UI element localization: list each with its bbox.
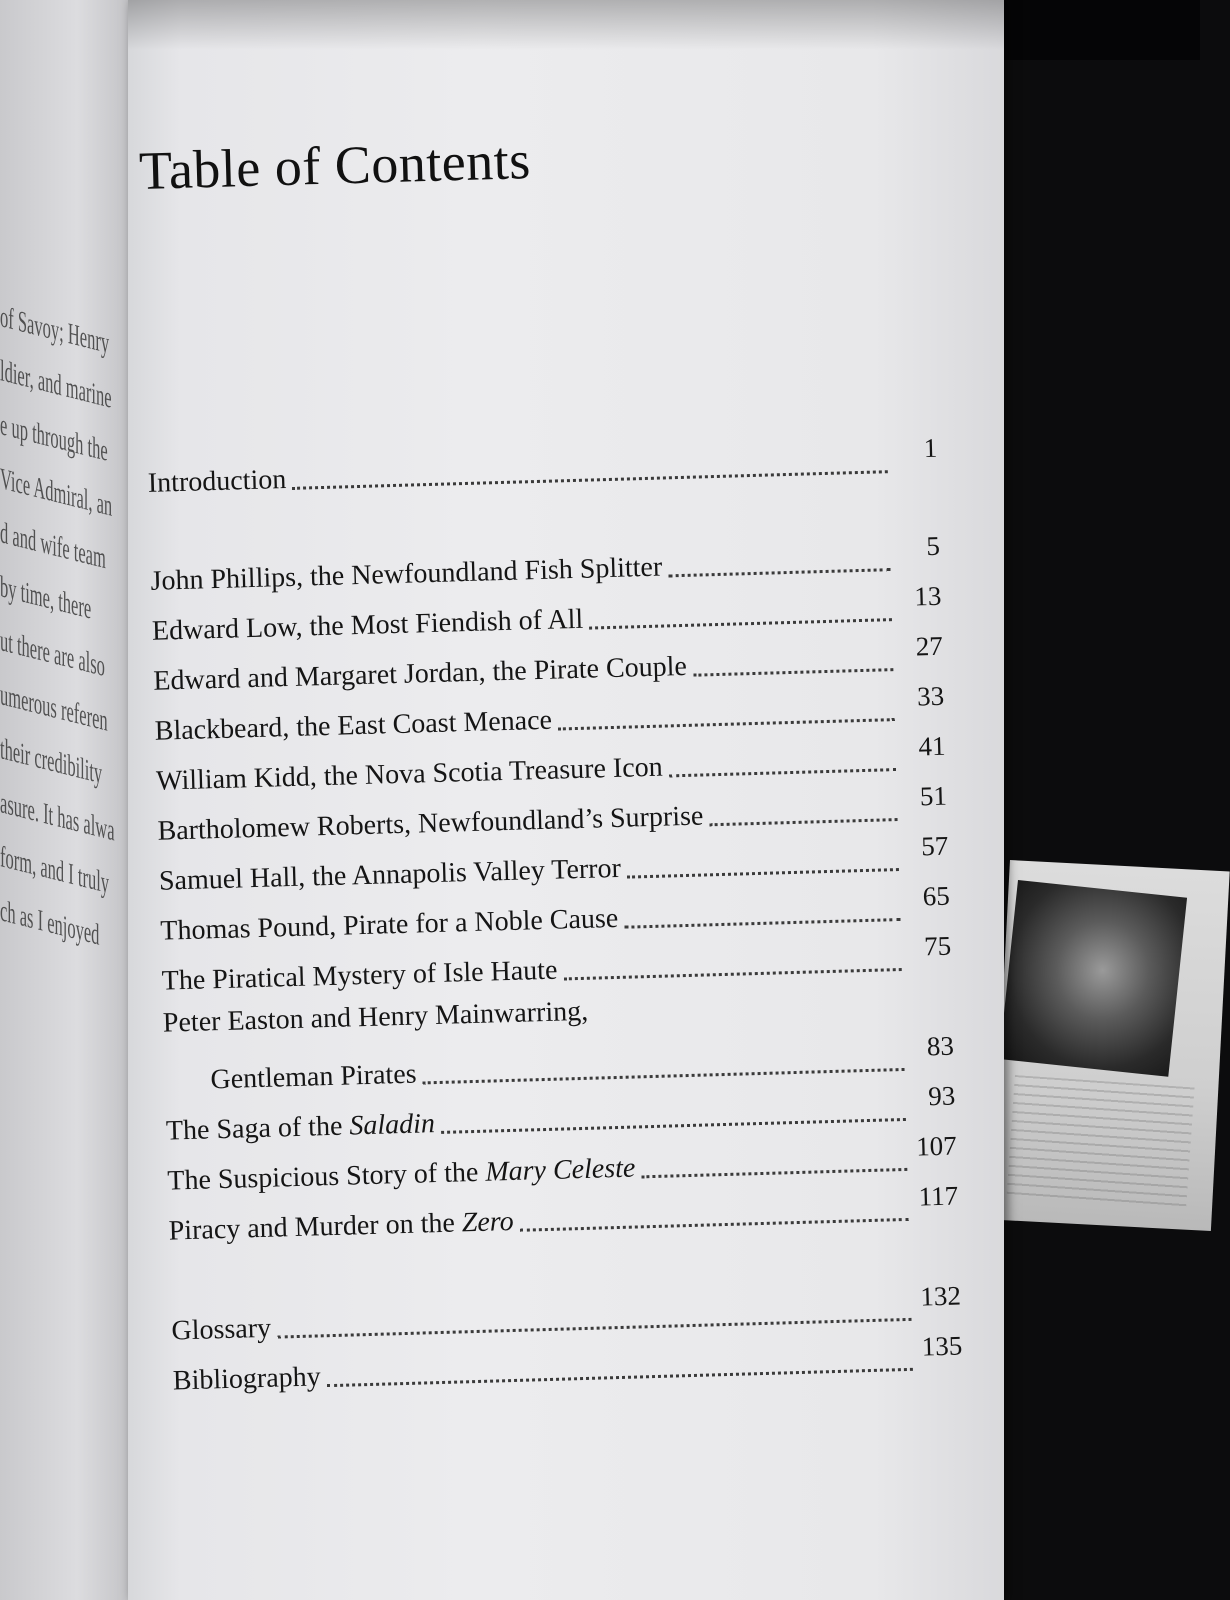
toc-entry-title-prefix: The Suspicious Story of the: [166, 1156, 486, 1197]
dot-leader: [423, 1067, 905, 1084]
toc-entry-title: Glossary: [171, 1312, 272, 1347]
toc-entry-page: 5: [926, 530, 941, 562]
toc-entry-title-italic: Saladin: [348, 1108, 436, 1142]
toc-entry-page: 135: [921, 1330, 963, 1362]
toc-entry-page: 27: [915, 630, 944, 662]
toc-entry-title-line2: Gentleman Pirates: [210, 1058, 417, 1096]
toc-entry-title: [167, 1153, 636, 1198]
toc-entry-title: Bibliography: [172, 1361, 322, 1397]
dot-leader: [520, 1217, 909, 1232]
dot-leader: [564, 967, 902, 980]
left-page-line: umerous referen: [0, 678, 108, 738]
toc-entry-title-prefix: Piracy and Murder on the: [168, 1207, 463, 1247]
toc-entry-title-italic: Mary Celeste: [484, 1152, 636, 1188]
toc-entry-title: Edward and Margaret Jordan, the Pirate Couple: [152, 650, 688, 697]
toc-entry-page: 41: [918, 730, 946, 762]
toc-entry-title: [166, 1108, 436, 1148]
dot-leader: [642, 1167, 908, 1178]
left-page-line: by time, there: [0, 570, 92, 626]
page-top-shadow: [128, 0, 1004, 50]
left-page-line: ch as I enjoyed: [0, 894, 100, 952]
toc-entry: [168, 1180, 959, 1248]
toc-entry-title: William Kidd, the Nova Scotia Treasure Icon: [155, 751, 664, 797]
loose-paper-text: [1007, 1075, 1195, 1207]
toc-entry-page: 132: [919, 1280, 962, 1312]
toc-entry-title: Samuel Hall, the Annapolis Valley Terror: [158, 852, 622, 897]
dot-leader: [709, 817, 897, 826]
left-page-line: of Savoy; Henry: [0, 300, 110, 361]
toc-entry-page: 57: [920, 830, 949, 862]
toc-entry-page: 75: [923, 930, 952, 962]
left-page-line: e up through the: [0, 408, 108, 468]
toc-entry-page: 83: [926, 1030, 955, 1062]
toc-entry-title-line1: Peter Easton and Henry Mainwarring,: [162, 995, 589, 1039]
dot-leader: [441, 1117, 906, 1134]
left-page-text: [0, 290, 115, 989]
toc-entry-title: Blackbeard, the East Coast Menace: [154, 704, 553, 747]
left-page-line: their credibility: [0, 732, 103, 791]
dot-leader: [624, 917, 900, 929]
toc-entry-title: Edward Low, the Most Fiendish of All: [151, 603, 584, 647]
left-page-line: ut there are also: [0, 624, 105, 684]
dot-leader: [669, 767, 896, 777]
toc-entry-page: 51: [919, 780, 948, 812]
dot-leader: [668, 567, 890, 577]
toc-entry: [147, 432, 938, 500]
toc-entry-page: 107: [915, 1130, 958, 1162]
toc-entry-title: The Piratical Mystery of Isle Haute: [161, 954, 558, 997]
left-page: [0, 0, 140, 1600]
left-page-line: form, and I truly: [0, 840, 110, 901]
toc-entry-title: John Phillips, the Newfoundland Fish Splitter: [150, 551, 663, 597]
dot-leader: [693, 667, 893, 677]
toc-entry-page: 33: [916, 680, 945, 712]
loose-photo-print: [999, 880, 1187, 1077]
dot-leader: [627, 867, 899, 879]
toc-entry-page: 117: [918, 1180, 959, 1212]
dot-leader: [589, 617, 892, 629]
toc-entry-title: Bartholomew Roberts, Newfoundland’s Surprise: [157, 800, 704, 847]
dot-leader: [277, 1317, 911, 1339]
left-page-line: ldier, and marine: [0, 354, 112, 415]
toc-entry-page: 93: [927, 1080, 956, 1112]
toc-entry-title-italic: Zero: [461, 1205, 515, 1239]
left-page-line: asure. It has alwa: [0, 786, 115, 848]
dot-leader: [558, 717, 895, 730]
toc-entry-page: 13: [913, 580, 942, 612]
toc-entry-page: 1: [923, 432, 938, 464]
dot-leader: [327, 1367, 913, 1387]
left-page-line: d and wife team: [0, 516, 106, 576]
toc-entry-page: 65: [922, 880, 951, 912]
table-of-contents: [138, 108, 974, 1430]
toc-entry-title-prefix: The Saga of the: [165, 1110, 350, 1147]
toc-entry: [172, 1330, 963, 1397]
left-page-line: Vice Admiral, an: [0, 462, 113, 523]
toc-entry-title: Introduction: [147, 464, 287, 499]
page-title: Table of Contents: [138, 130, 532, 201]
dot-leader: [292, 469, 887, 490]
toc-entry-title: [168, 1206, 514, 1248]
toc-entry-title: Thomas Pound, Pirate for a Noble Cause: [159, 902, 619, 947]
